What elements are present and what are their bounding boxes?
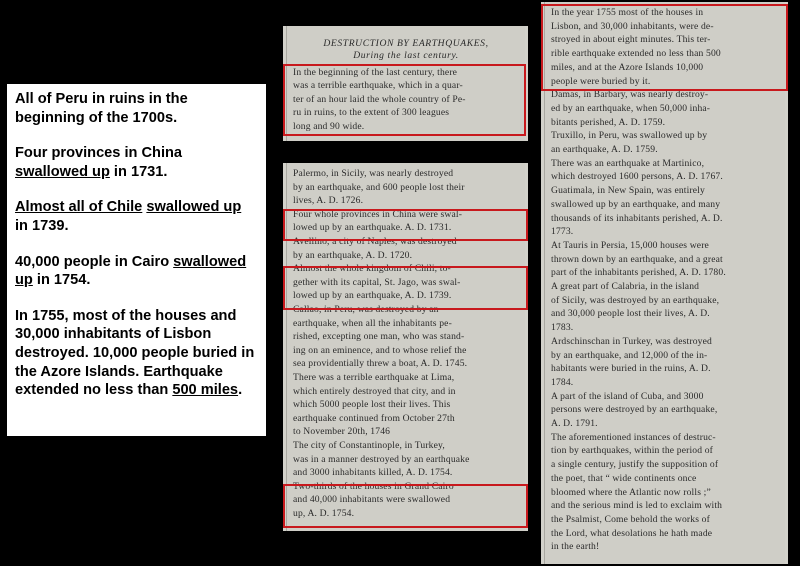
clipping-line: thrown down by an earthquake, and a great [551, 253, 723, 265]
clipping-line: to November 20th, 1746 [293, 426, 391, 438]
clipping-line: Palermo, in Sicily, was nearly destroyed [293, 168, 454, 179]
clipping-top [283, 26, 528, 141]
clipping-line: There was an earthquake at Martinico, [551, 157, 705, 169]
clipping-line: swallowed up by an earthquake, and many [551, 198, 721, 210]
summary-cairo-underline: swallowed up [15, 253, 247, 289]
clipping-line: which destroyed 1600 persons, A. D. 1767. [551, 171, 723, 183]
clipping-line: by an earthquake, A. D. 1720. [293, 249, 413, 261]
clipping-line: Ardschinschan in Turkey, was destroyed [551, 335, 712, 347]
summary-cairo-year: in 1754. [32, 272, 91, 289]
summary-chile-year: in 1739. [15, 217, 69, 234]
highlight-peru [283, 64, 526, 136]
clipping-line: ing on an eminence, and to whose relief the [293, 344, 467, 356]
summary-china-text: Four provinces in China [15, 145, 183, 162]
summary-panel [7, 84, 266, 436]
clipping-line: stroyed in about eight minutes. This ter- [551, 34, 711, 46]
summary-lisbon-underline: 500 miles [172, 382, 239, 399]
clipping-line: A part of the island of Cuba, and 3000 [551, 390, 704, 402]
summary-china-year: in 1731. [109, 163, 168, 180]
clipping-middle [283, 163, 528, 531]
clipping-line: Lisbon, and 30,000 inhabitants, were de- [551, 20, 714, 32]
clipping-line: Callao, in Peru, was destroyed by an [293, 304, 439, 315]
clipping-line: by an earthquake, and 600 people lost their [293, 181, 465, 193]
clipping-line: a single century, justify the supposition of [551, 459, 719, 471]
clipping-line: lowed up by an earthquake, A. D. 1739. [293, 290, 452, 302]
clipping-line: habitants were buried in the ruins, A. D. [551, 363, 711, 375]
clipping-line: and 30,000 people lost their lives, A. D. [551, 308, 710, 320]
clipping-line: and the serious mind is led to exclaim with [551, 500, 723, 512]
clipping-line: 1783. [551, 322, 574, 334]
clipping-line: bloomed where the Atlantic now rolls ;” [551, 486, 711, 498]
clipping-line: tion by earthquakes, within the period of [551, 445, 714, 457]
clipping-line: the Lord, what desolations he hath made [551, 527, 713, 539]
clipping-line: in the earth! [551, 541, 600, 553]
clipping-line: ru in ruins, to the extent of 300 leagues [293, 107, 450, 119]
clipping-line: part of the inhabitants perished, A. D. 1780. [551, 267, 726, 279]
summary-chile-underline-2: swallowed up [146, 199, 242, 216]
clipping-line: Avellino, a city of Naples, was destroyed [293, 236, 457, 247]
clipping-line: up, A. D. 1754. [293, 508, 355, 519]
clipping-title: DESTRUCTION BY EARTHQUAKES, [323, 38, 489, 49]
clipping-line: earthquake continued from October 27th [293, 412, 455, 424]
clipping-line: Damas, in Barbary, was nearly destroy- [551, 89, 709, 101]
clipping-line: Guatimala, in New Spain, was entirely [551, 185, 705, 197]
summary-lisbon [15, 307, 258, 400]
clipping-line: by an earthquake, and 12,000 of the in- [551, 349, 708, 361]
highlight-chile [283, 266, 528, 310]
clipping-line: Almost the whole kingdom of Chili, to- [293, 263, 451, 275]
clipping-line: 1773. [551, 226, 574, 238]
highlight-cairo [283, 484, 528, 528]
clipping-line: sea providentially threw a boat, A. D. 1745. [293, 358, 468, 370]
summary-cairo-text: 40,000 people in Cairo [15, 253, 174, 270]
clipping-line: of Sicily, was destroyed by an earthquake, [551, 294, 720, 306]
summary-chile-underline-1: Almost all of Chile [15, 199, 143, 216]
clipping-line: miles, and at the Azore Islands 10,000 [551, 61, 704, 73]
clipping-line: an earthquake, A. D. 1759. [551, 144, 658, 155]
highlight-lisbon [541, 4, 788, 91]
clipping-line: the Psalmist, Come behold the works of [551, 513, 710, 525]
clipping-line: 1784. [551, 376, 574, 388]
clipping-line: There was a terrible earthquake at Lima, [293, 372, 455, 383]
clipping-line: long and 90 wide. [293, 120, 365, 132]
summary-china [15, 144, 258, 181]
clipping-right [541, 2, 788, 564]
clipping-line: rished, excepting one man, who was stand- [293, 331, 465, 343]
clipping-line: A. D. 1791. [551, 418, 598, 429]
summary-cairo [15, 253, 258, 290]
clipping-line: and 40,000 inhabitants were swallowed [293, 494, 451, 506]
summary-peru: All of Peru in ruins in the beginning of the 1700s. [15, 91, 188, 126]
clipping-line: was in a manner destroyed by an earthquake [293, 453, 470, 465]
clipping-line: lowed up by an earthquake. A. D. 1731. [293, 222, 452, 234]
clipping-line: The aforementioned instances of destruc- [551, 431, 716, 443]
clipping-line: A great part of Calabria, in the island [551, 281, 700, 292]
clipping-line: Four whole provinces in China were swal- [293, 208, 463, 220]
clipping-line: ter of an hour laid the whole country of Pe- [293, 93, 466, 105]
clipping-line: people were buried by it. [551, 75, 651, 87]
clipping-line: which entirely destroyed that city, and in [293, 385, 456, 397]
highlight-china [283, 209, 528, 241]
clipping-line: persons were destroyed by an earthquake, [551, 404, 718, 416]
clipping-subtitle: During the last century. [353, 50, 459, 61]
clipping-line: Truxillo, in Peru, was swallowed up by [551, 130, 708, 142]
clipping-line: which 5000 people lost their lives. This [293, 399, 451, 411]
summary-lisbon-text: In 1755, most of the houses and 30,000 inhabitants of Lisbon destroyed. 10,000 people buried in the Azore Islands. Earthquake extended no less than [15, 307, 255, 399]
clipping-line: was a terrible earthquake, which in a quar- [293, 80, 463, 92]
clipping-line: bitants perished, A. D. 1759. [551, 116, 666, 128]
clipping-line: rible earthquake extended no less than 500 [551, 48, 721, 60]
clipping-line: earthquake, when all the inhabitants pe- [293, 317, 452, 329]
summary-china-underline: swallowed up [15, 163, 110, 180]
clipping-line: In the year 1755 most of the houses in [551, 7, 704, 18]
summary-chile [15, 198, 258, 235]
clipping-line: The city of Constantinople, in Turkey, [293, 440, 445, 451]
clipping-line: thousands of its inhabitants perished, A. D. [551, 212, 723, 224]
clipping-line: lives, A. D. 1726. [293, 195, 364, 207]
clipping-line: and 3000 inhabitants killed, A. D. 1754. [293, 467, 453, 479]
clipping-line: ed by an earthquake, when 50,000 inha- [551, 102, 711, 114]
summary-lisbon-end: . [238, 382, 243, 399]
clipping-line: the poet, that “ wide continents once [551, 472, 697, 484]
clipping-line: At Tauris in Persia, 15,000 houses were [551, 239, 709, 251]
clipping-line: gether with its capital, St. Jago, was swal- [293, 276, 461, 288]
clipping-line: In the beginning of the last century, there [293, 67, 458, 78]
clipping-line: Two-thirds of the houses in Grand Cairo [293, 480, 454, 492]
